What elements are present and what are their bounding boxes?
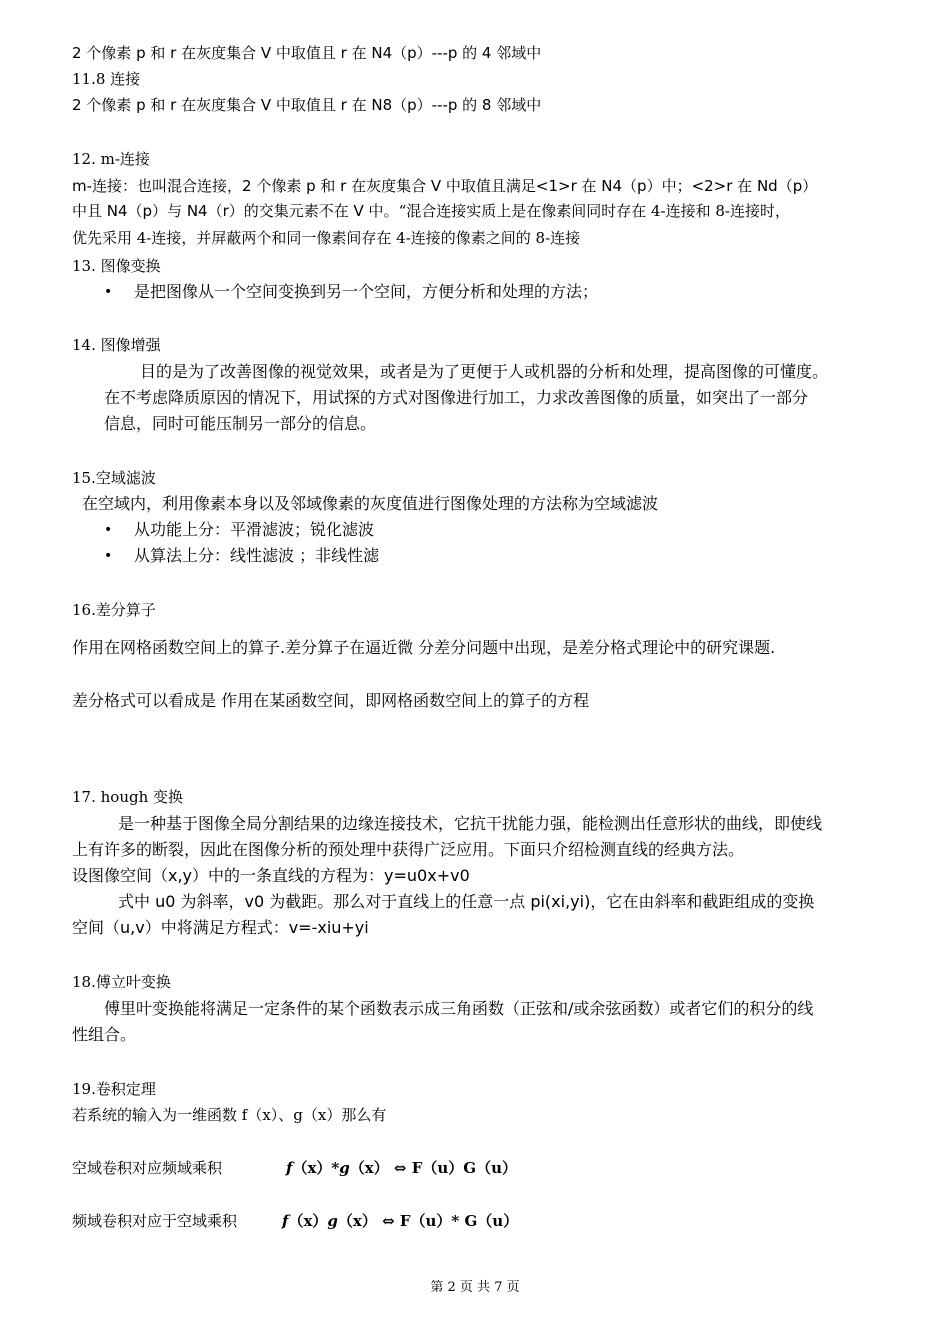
formula-label: 频域卷积对应于空域乘积 bbox=[72, 1212, 238, 1230]
page-footer: 第 2 页 共 7 页 bbox=[430, 1280, 520, 1295]
text-line: 优先采用 4-连接，并屏蔽两个和同一像素间存在 4-连接的像素之间的 8-连接 bbox=[72, 229, 581, 247]
text-line: 是一种基于图像全局分割结果的边缘连接技术，它抗干扰能力强，能检测出任意形状的曲线，即使线 bbox=[118, 814, 823, 833]
formula-symbol: f bbox=[282, 1212, 289, 1230]
text-line: 设图像空间（x,y）中的一条直线的方程为：y=u0x+v0 bbox=[72, 866, 470, 885]
text-line: 差分格式可以看成是 作用在某函数空间，即网格函数空间上的算子的方程 bbox=[72, 691, 590, 710]
text-line: 上有许多的断裂，因此在图像分析的预处理中获得广泛应用。下面只介绍检测直线的经典方法。 bbox=[72, 840, 745, 859]
formula bbox=[286, 1156, 517, 1180]
text-line: 作用在网格函数空间上的算子.差分算子在逼近微 分差分问题中出现，是差分格式理论中的研究课题. bbox=[72, 638, 776, 657]
formula-symbol: g bbox=[339, 1159, 350, 1177]
formula-part: （x）* bbox=[292, 1159, 340, 1177]
list-item: 是把图像从一个空间变换到另一个空间，方便分析和处理的方法； bbox=[134, 282, 599, 301]
section-heading-12: 12. m-连接 bbox=[72, 150, 150, 168]
section-heading-14: 14. 图像增强 bbox=[72, 336, 161, 354]
text-line: 2 个像素 p 和 r 在灰度集合 V 中取值且 r 在 N8（p）---p 的 8 邻域中 bbox=[72, 96, 542, 114]
section-heading-11: 11.8 连接 bbox=[72, 70, 141, 88]
bullet-icon: • bbox=[104, 284, 113, 300]
formula-symbol: g bbox=[327, 1212, 338, 1230]
text-line: m-连接：也叫混合连接，2 个像素 p 和 r 在灰度集合 V 中取值且满足<1>r 在 N4（p）中；<2>r 在 Nd（p） bbox=[72, 177, 818, 195]
list-item: 从算法上分：线性滤波 ；非线性滤 bbox=[134, 546, 380, 565]
section-heading-15: 15.空域滤波 bbox=[72, 469, 156, 487]
formula-label: 空域卷积对应频域乘积 bbox=[72, 1159, 223, 1177]
text-line: 性组合。 bbox=[72, 1025, 137, 1044]
text-line: 傅里叶变换能将满足一定条件的某个函数表示成三角函数（正弦和/或余弦函数）或者它们的积分的线 bbox=[104, 999, 814, 1018]
text-line: 在空域内，利用像素本身以及邻域像素的灰度值进行图像处理的方法称为空域滤波 bbox=[82, 494, 659, 513]
list-item: 从功能上分：平滑滤波；锐化滤波 bbox=[134, 520, 375, 539]
text-line: 信息，同时可能压制另一部分的信息。 bbox=[104, 414, 377, 433]
formula-part: （x） ⇔ F（u）* G（u） bbox=[337, 1212, 519, 1230]
text-line: 式中 u0 为斜率，v0 为截距。那么对于直线上的任意一点 pi(xi,yi)，它在由斜率和截距组成的变换 bbox=[118, 892, 815, 911]
section-heading-18: 18.傅立叶变换 bbox=[72, 973, 171, 991]
section-heading-13: 13. 图像变换 bbox=[72, 257, 161, 275]
text-line: 空间（u,v）中将满足方程式：v=-xiu+yi bbox=[72, 918, 369, 937]
section-heading-16: 16.差分算子 bbox=[72, 601, 156, 619]
formula-part: （x） ⇔ F（u）G（u） bbox=[349, 1159, 517, 1177]
text-line: 在不考虑降质原因的情况下，用试探的方式对图像进行加工，力求改善图像的质量，如突出了一部分 bbox=[104, 388, 809, 407]
formula-symbol: f bbox=[286, 1159, 293, 1177]
section-heading-19: 19.卷积定理 bbox=[72, 1080, 156, 1098]
text-line: 2 个像素 p 和 r 在灰度集合 V 中取值且 r 在 N4（p）---p 的 4 邻域中 bbox=[72, 44, 542, 62]
text-line: 目的是为了改善图像的视觉效果，或者是为了更便于人或机器的分析和处理，提高图像的可懂度。 bbox=[140, 362, 829, 381]
text-line: 若系统的输入为一维函数 f（x）、g（x）那么有 bbox=[72, 1106, 387, 1124]
text-segment: 中且 N4（p）与 N4（r）的交集元素不在 V 中。 bbox=[72, 202, 399, 220]
section-heading-17: 17. hough 变换 bbox=[72, 788, 184, 806]
formula bbox=[282, 1209, 518, 1233]
bullet-icon: • bbox=[104, 548, 113, 564]
formula-part: （x） bbox=[288, 1212, 328, 1230]
text-segment: “混合连接实质上是在像素间同时存在 4-连接和 8-连接时， bbox=[398, 202, 790, 220]
bullet-icon: • bbox=[104, 522, 113, 538]
text-line bbox=[72, 199, 790, 223]
